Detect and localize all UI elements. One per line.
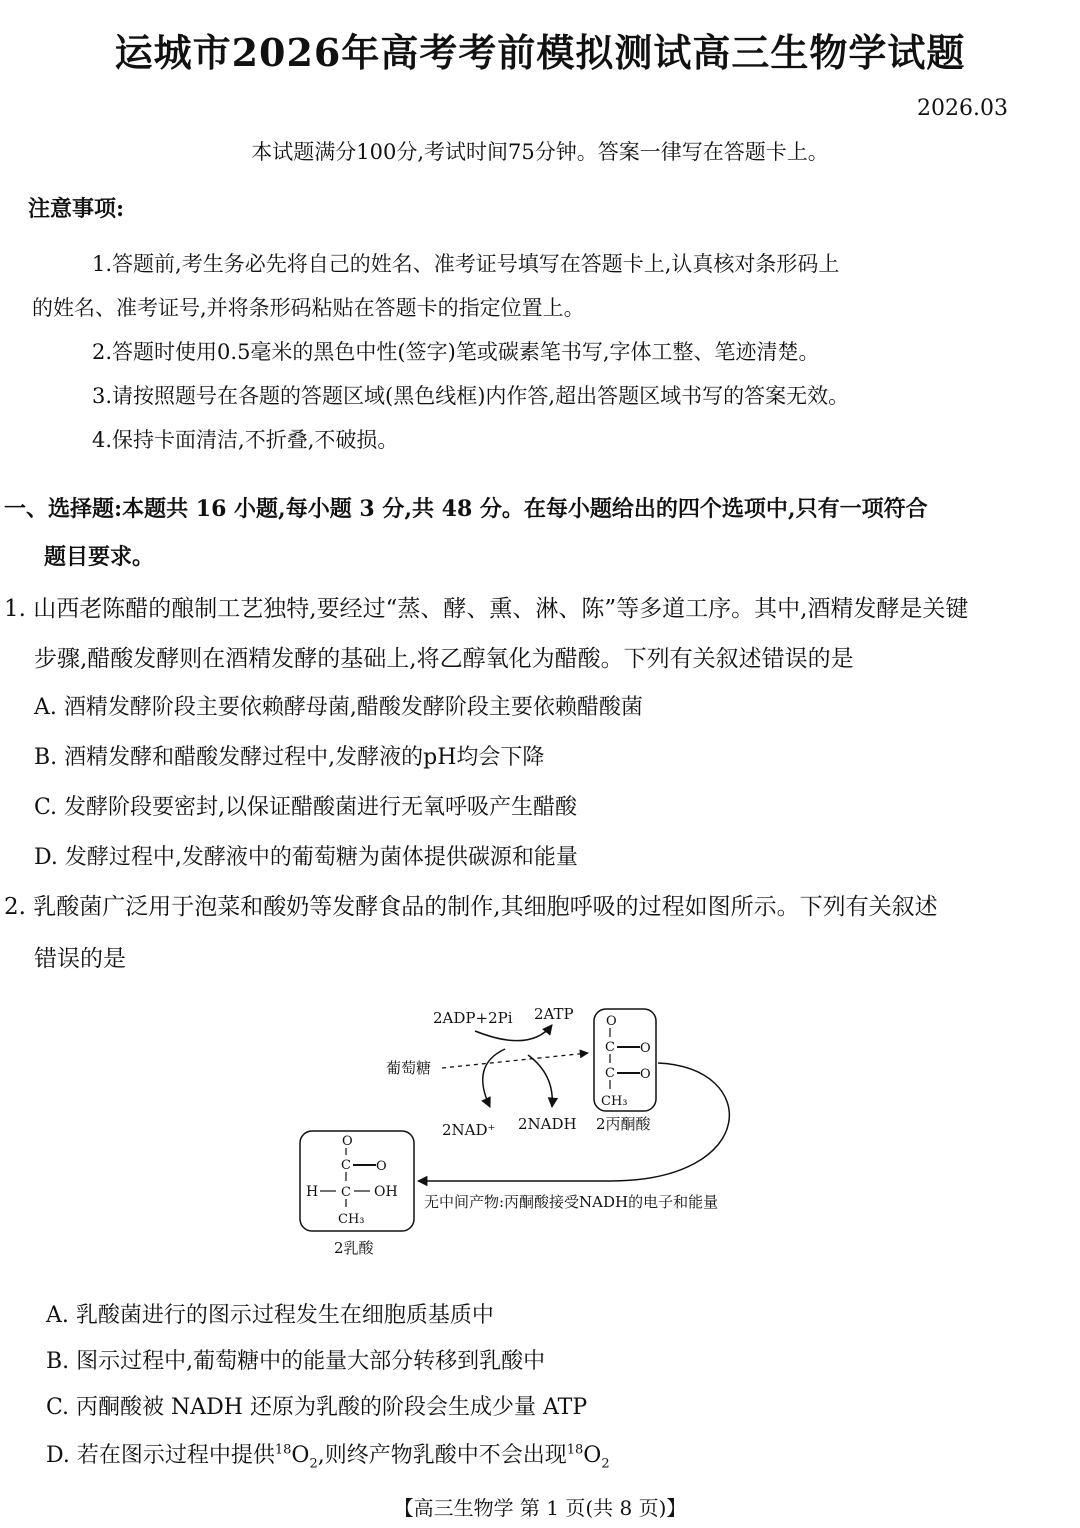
page-footer: 【高三生物学 第 1 页(共 8 页)】 [393, 1496, 687, 1520]
lactate-ch3: CH₃ [338, 1212, 365, 1227]
question-2-option-d [46, 1438, 610, 1471]
oxygen-symbol: O [583, 1443, 602, 1468]
pyruvate-ch3: CH₃ [601, 1094, 628, 1109]
question-2-option-c: C. 丙酮酸被 NADH 还原为乳酸的阶段会生成少量 ATP [46, 1395, 588, 1420]
notice-line-1-cont: 的姓名、准考证号,并将条形码粘贴在答题卡的指定位置上。 [32, 296, 585, 320]
section-heading-cont: 题目要求。 [44, 544, 155, 570]
notice-line-4: 4.保持卡面清洁,不折叠,不破损。 [92, 428, 399, 452]
nadh-label: 2NADH [518, 1115, 577, 1133]
exam-date: 2026.03 [917, 96, 1008, 121]
question-1-stem-cont: 步骤,醋酸发酵则在酒精发酵的基础上,将乙醇氧化为醋酸。下列有关叙述错误的是 [34, 646, 854, 672]
atp-coupling-arrow [475, 1025, 552, 1041]
nad-label: 2NAD⁺ [442, 1121, 496, 1139]
glucose-dashed-arrow [442, 1053, 588, 1068]
lactate-atom-o1: O [376, 1159, 387, 1174]
oxygen-symbol: O [291, 1443, 310, 1468]
exam-intro: 本试题满分100分,考试时间75分钟。答案一律写在答题卡上。 [251, 140, 829, 164]
question-1-option-b: B. 酒精发酵和醋酸发酵过程中,发酵液的pH均会下降 [34, 745, 545, 770]
notice-line-3: 3.请按照题号在各题的答题区域(黑色线框)内作答,超出答题区域书写的答案无效。 [92, 384, 850, 408]
question-2-option-b: B. 图示过程中,葡萄糖中的能量大部分转移到乳酸中 [46, 1349, 546, 1374]
atp-label: 2ATP [534, 1005, 574, 1023]
pyruvate-label: 2丙酮酸 [596, 1115, 651, 1133]
lactate-atom-h: H [306, 1184, 319, 1200]
question-1-option-c: C. 发酵阶段要密封,以保证醋酸菌进行无氧呼吸产生醋酸 [34, 795, 578, 820]
pyruvate-atom-c2: C [605, 1066, 615, 1081]
lactate-atom-o-top: O [342, 1134, 353, 1149]
pyruvate-atom-o1: O [640, 1041, 651, 1056]
isotope-mass-number: 18 [566, 1442, 584, 1458]
nadh-formation-arrow [528, 1055, 552, 1107]
isotope-mass-number: 18 [274, 1442, 292, 1458]
option-d-text-1: D. 若在图示过程中提供 [46, 1443, 275, 1468]
section-heading: 一、选择题:本题共 16 小题,每小题 3 分,共 48 分。在每小题给出的四个选项中,只有一项符合 [4, 496, 928, 522]
pyruvate-atom-o-top: O [606, 1014, 617, 1029]
question-1-option-d: D. 发酵过程中,发酵液中的葡萄糖为菌体提供碳源和能量 [34, 845, 578, 870]
lactic-fermentation-diagram [290, 995, 810, 1265]
option-d-text-2: ,则终产物乳酸中不会出现 [317, 1443, 567, 1468]
page-title: 运城市2026年高考考前模拟测试高三生物学试题 [114, 30, 966, 75]
oxygen-subscript: 2 [601, 1456, 610, 1472]
question-1-stem: 1. 山西老陈醋的酿制工艺独特,要经过“蒸、酵、熏、淋、陈”等多道工序。其中,酒精发酵是关键 [4, 596, 969, 622]
lactate-atom-c2: C [341, 1185, 351, 1200]
pyruvate-atom-c1: C [605, 1040, 615, 1055]
question-2-stem-cont: 错误的是 [34, 946, 126, 972]
lactate-oh: OH [374, 1184, 398, 1200]
notice-line-2: 2.答题时使用0.5毫米的黑色中性(签字)笔或碳素笔书写,字体工整、笔迹清楚。 [92, 340, 820, 364]
glucose-label: 葡萄糖 [386, 1059, 432, 1077]
notice-heading: 注意事项: [28, 196, 125, 222]
question-2-option-a: A. 乳酸菌进行的图示过程发生在细胞质基质中 [46, 1303, 494, 1328]
pyruvate-atom-o2: O [640, 1067, 651, 1082]
lactate-atom-c1: C [341, 1158, 351, 1173]
oxygen-subscript: 2 [309, 1456, 318, 1472]
question-1-option-a: A. 酒精发酵阶段主要依赖酵母菌,醋酸发酵阶段主要依赖醋酸菌 [34, 695, 643, 720]
lactate-label: 2乳酸 [334, 1239, 374, 1257]
question-2-stem: 2. 乳酸菌广泛用于泡菜和酸奶等发酵食品的制作,其细胞呼吸的过程如图所示。下列有关叙述 [4, 894, 938, 920]
notice-line-1: 1.答题前,考生务必先将自己的姓名、准考证号填写在答题卡上,认真核对条形码上 [92, 252, 840, 276]
nad-reduction-arrow [483, 1049, 505, 1107]
adp-label: 2ADP+2Pi [433, 1009, 513, 1027]
reaction-note: 无中间产物:丙酮酸接受NADH的电子和能量 [424, 1193, 719, 1211]
